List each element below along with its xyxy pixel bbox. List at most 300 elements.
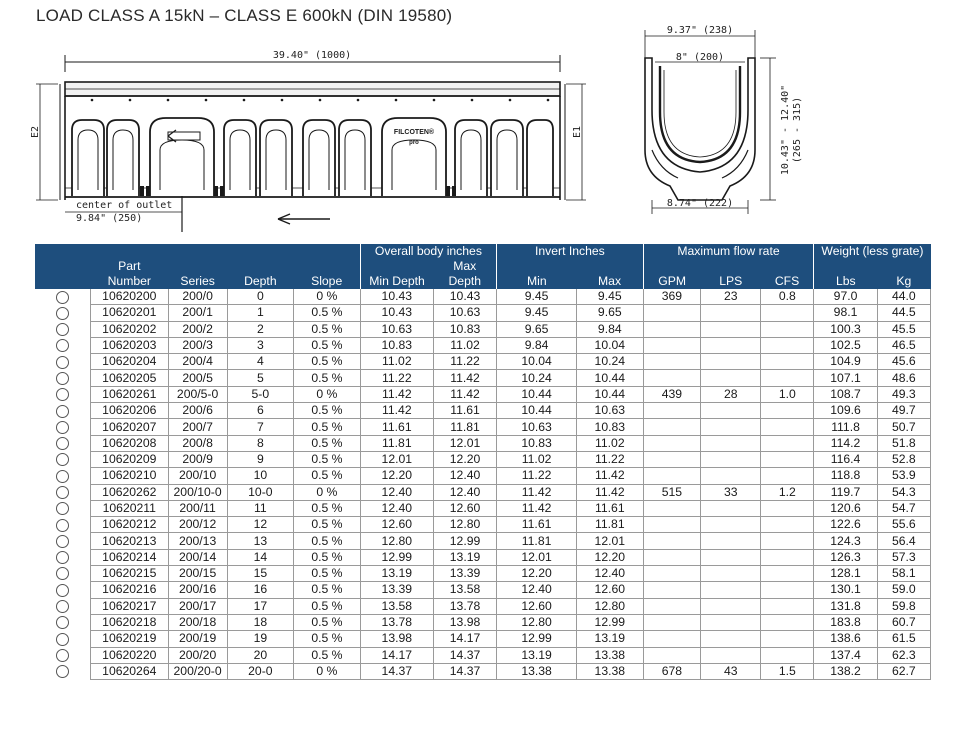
row-select-cell <box>35 321 90 337</box>
gpm-cell <box>643 631 701 647</box>
table-row <box>35 517 931 533</box>
gpm-cell <box>643 517 701 533</box>
row-select-radio[interactable] <box>56 356 69 369</box>
invert-max-header: Max <box>577 274 644 289</box>
gpm-cell <box>643 500 701 516</box>
weight-lbs-cell: 114.2 <box>814 435 877 451</box>
max-depth-cell: 13.39 <box>433 566 496 582</box>
row-select-radio[interactable] <box>56 388 69 401</box>
gpm-cell: 515 <box>643 484 701 500</box>
gpm-cell <box>643 549 701 565</box>
row-select-radio[interactable] <box>56 291 69 304</box>
row-select-radio[interactable] <box>56 437 69 450</box>
height-range-inches: 10.43" - 12.40" <box>780 84 791 176</box>
page-title: LOAD CLASS A 15kN – CLASS E 600kN (DIN 19580) <box>36 6 453 25</box>
part-number-cell: 10620261 <box>90 386 168 402</box>
weight-lbs-cell: 109.6 <box>814 403 877 419</box>
lps-cell: 23 <box>701 289 761 305</box>
cfs-cell <box>761 517 814 533</box>
series-cell: 200/11 <box>168 500 227 516</box>
cfs-header: CFS <box>761 274 814 289</box>
gpm-cell <box>643 468 701 484</box>
weight-kg-cell: 51.8 <box>877 435 930 451</box>
cfs-cell <box>761 631 814 647</box>
invert-min-cell: 9.84 <box>497 337 577 353</box>
cfs-cell <box>761 500 814 516</box>
max-depth-cell: 11.22 <box>433 354 496 370</box>
row-select-cell <box>35 614 90 630</box>
weight-lbs-cell: 128.1 <box>814 566 877 582</box>
series-cell: 200/20-0 <box>168 663 227 679</box>
slope-cell: 0.5 % <box>294 451 361 467</box>
max-depth-cell: 11.02 <box>433 337 496 353</box>
series-cell: 200/15 <box>168 566 227 582</box>
invert-min-cell: 12.99 <box>497 631 577 647</box>
depth-header: Depth <box>227 274 294 289</box>
lps-cell <box>701 533 761 549</box>
specification-table <box>35 244 931 680</box>
weight-lbs-cell: 126.3 <box>814 549 877 565</box>
cfs-cell <box>761 468 814 484</box>
series-cell: 200/10-0 <box>168 484 227 500</box>
min-depth-cell: 13.19 <box>360 566 433 582</box>
cfs-cell <box>761 533 814 549</box>
invert-max-cell: 9.84 <box>577 321 644 337</box>
gpm-cell <box>643 582 701 598</box>
min-depth-cell: 11.22 <box>360 370 433 386</box>
part-number-cell: 10620264 <box>90 663 168 679</box>
weight-lbs-cell: 119.7 <box>814 484 877 500</box>
slope-cell: 0 % <box>294 663 361 679</box>
part-number-header: Number <box>90 274 168 289</box>
slope-cell: 0.5 % <box>294 598 361 614</box>
lps-cell: 43 <box>701 663 761 679</box>
lps-cell <box>701 598 761 614</box>
depth-cell: 16 <box>227 582 294 598</box>
lps-cell <box>701 321 761 337</box>
row-select-radio[interactable] <box>56 453 69 466</box>
min-depth-cell: 13.98 <box>360 631 433 647</box>
slope-cell: 0.5 % <box>294 500 361 516</box>
table-row <box>35 566 931 582</box>
depth-cell: 20 <box>227 647 294 663</box>
row-select-radio[interactable] <box>56 665 69 678</box>
lps-cell <box>701 647 761 663</box>
series-cell: 200/17 <box>168 598 227 614</box>
invert-min-cell: 12.40 <box>497 582 577 598</box>
cfs-cell <box>761 647 814 663</box>
depth-cell: 11 <box>227 500 294 516</box>
invert-min-cell: 13.38 <box>497 663 577 679</box>
weight-lbs-cell: 183.8 <box>814 614 877 630</box>
lps-cell <box>701 419 761 435</box>
lbs-header: Lbs <box>814 274 877 289</box>
invert-max-cell: 11.81 <box>577 517 644 533</box>
cfs-cell <box>761 582 814 598</box>
weight-kg-cell: 58.1 <box>877 566 930 582</box>
min-depth-cell: 14.37 <box>360 663 433 679</box>
row-select-cell <box>35 647 90 663</box>
series-cell: 200/2 <box>168 321 227 337</box>
slope-cell: 0.5 % <box>294 305 361 321</box>
row-select-radio[interactable] <box>56 551 69 564</box>
weight-lbs-cell: 130.1 <box>814 582 877 598</box>
invert-max-cell: 11.42 <box>577 484 644 500</box>
table-row <box>35 403 931 419</box>
gpm-header: GPM <box>643 274 701 289</box>
weight-kg-cell: 56.4 <box>877 533 930 549</box>
slope-cell: 0.5 % <box>294 321 361 337</box>
max-depth-cell: 12.60 <box>433 500 496 516</box>
inner-width-dimension: 8" (200) <box>675 52 725 63</box>
series-header: Series <box>168 274 227 289</box>
row-select-cell <box>35 370 90 386</box>
lps-cell <box>701 549 761 565</box>
table-row <box>35 614 931 630</box>
invert-max-cell: 11.02 <box>577 435 644 451</box>
series-cell: 200/0 <box>168 289 227 305</box>
invert-max-cell: 10.24 <box>577 354 644 370</box>
invert-max-cell: 10.44 <box>577 370 644 386</box>
max-depth-cell: 11.42 <box>433 370 496 386</box>
lps-cell <box>701 435 761 451</box>
invert-min-cell: 12.60 <box>497 598 577 614</box>
invert-max-cell: 12.99 <box>577 614 644 630</box>
part-number-cell: 10620217 <box>90 598 168 614</box>
gpm-cell: 439 <box>643 386 701 402</box>
cfs-cell <box>761 321 814 337</box>
row-select-cell <box>35 403 90 419</box>
part-number-cell: 10620207 <box>90 419 168 435</box>
max-depth-cell: 13.78 <box>433 598 496 614</box>
weight-lbs-cell: 107.1 <box>814 370 877 386</box>
invert-min-cell: 10.04 <box>497 354 577 370</box>
weight-kg-cell: 54.3 <box>877 484 930 500</box>
slope-cell: 0.5 % <box>294 435 361 451</box>
lps-header: LPS <box>701 274 761 289</box>
depth-cell: 2 <box>227 321 294 337</box>
max-depth-cell: 14.37 <box>433 647 496 663</box>
bottom-width-dimension: 8.74" (222) <box>666 198 734 209</box>
weight-kg-cell: 54.7 <box>877 500 930 516</box>
max-depth-cell: 14.37 <box>433 663 496 679</box>
cfs-cell <box>761 370 814 386</box>
depth-cell: 5 <box>227 370 294 386</box>
max-depth-cell: 10.83 <box>433 321 496 337</box>
series-cell: 200/4 <box>168 354 227 370</box>
max-depth-cell: 10.63 <box>433 305 496 321</box>
min-depth-cell: 12.40 <box>360 500 433 516</box>
depth-cell: 15 <box>227 566 294 582</box>
part-number-cell: 10620200 <box>90 289 168 305</box>
gpm-cell <box>643 647 701 663</box>
cfs-cell <box>761 337 814 353</box>
cfs-cell <box>761 354 814 370</box>
row-select-radio[interactable] <box>56 323 69 336</box>
depth-cell: 18 <box>227 614 294 630</box>
invert-min-cell: 10.24 <box>497 370 577 386</box>
lps-cell: 33 <box>701 484 761 500</box>
flow-rate-header: Maximum flow rate <box>643 244 814 259</box>
height-range-mm: (265 - 315) <box>792 96 803 164</box>
row-select-cell <box>35 354 90 370</box>
weight-lbs-cell: 111.8 <box>814 419 877 435</box>
cfs-cell: 1.5 <box>761 663 814 679</box>
part-number-cell: 10620205 <box>90 370 168 386</box>
table-row <box>35 305 931 321</box>
max-depth-cell: 12.01 <box>433 435 496 451</box>
weight-header: Weight (less grate) <box>814 244 931 259</box>
part-number-cell: 10620202 <box>90 321 168 337</box>
lps-cell <box>701 582 761 598</box>
row-select-radio[interactable] <box>56 405 69 418</box>
slope-cell: 0.5 % <box>294 631 361 647</box>
row-select-cell <box>35 451 90 467</box>
length-dimension: 39.40" (1000) <box>272 50 352 61</box>
weight-lbs-cell: 118.8 <box>814 468 877 484</box>
weight-kg-cell: 49.3 <box>877 386 930 402</box>
invert-min-cell: 11.42 <box>497 484 577 500</box>
gpm-cell <box>643 305 701 321</box>
depth-cell: 0 <box>227 289 294 305</box>
depth-cell: 10-0 <box>227 484 294 500</box>
gpm-cell <box>643 354 701 370</box>
series-cell: 200/8 <box>168 435 227 451</box>
weight-lbs-cell: 104.9 <box>814 354 877 370</box>
max-depth-cell: 12.40 <box>433 468 496 484</box>
row-select-cell <box>35 663 90 679</box>
invert-header: Invert Inches <box>497 244 643 259</box>
row-select-radio[interactable] <box>56 567 69 580</box>
part-number-cell: 10620208 <box>90 435 168 451</box>
row-select-radio[interactable] <box>56 535 69 548</box>
outlet-center-label: center of outlet <box>76 200 173 211</box>
min-depth-cell: 10.83 <box>360 337 433 353</box>
weight-lbs-cell: 120.6 <box>814 500 877 516</box>
weight-kg-cell: 55.6 <box>877 517 930 533</box>
min-depth-header: Min Depth <box>360 274 433 289</box>
max-depth-cell: 13.58 <box>433 582 496 598</box>
invert-min-header: Min <box>497 274 577 289</box>
weight-kg-cell: 44.5 <box>877 305 930 321</box>
weight-kg-cell: 44.0 <box>877 289 930 305</box>
row-select-radio[interactable] <box>56 421 69 434</box>
table-row <box>35 289 931 305</box>
gpm-cell <box>643 598 701 614</box>
invert-min-cell: 11.22 <box>497 468 577 484</box>
depth-cell: 19 <box>227 631 294 647</box>
slope-cell: 0.5 % <box>294 533 361 549</box>
series-cell: 200/13 <box>168 533 227 549</box>
row-select-radio[interactable] <box>56 584 69 597</box>
slope-cell: 0.5 % <box>294 468 361 484</box>
cfs-cell <box>761 305 814 321</box>
invert-max-cell: 13.38 <box>577 647 644 663</box>
row-select-radio[interactable] <box>56 372 69 385</box>
table-row <box>35 582 931 598</box>
gpm-cell <box>643 435 701 451</box>
weight-kg-cell: 53.9 <box>877 468 930 484</box>
lps-cell <box>701 500 761 516</box>
slope-cell: 0.5 % <box>294 403 361 419</box>
gpm-cell <box>643 337 701 353</box>
min-depth-cell: 12.20 <box>360 468 433 484</box>
gpm-cell <box>643 403 701 419</box>
max-header-top: Max <box>433 259 496 274</box>
top-width-dimension: 9.37" (238) <box>666 25 734 36</box>
part-number-cell: 10620201 <box>90 305 168 321</box>
row-select-cell <box>35 468 90 484</box>
lps-cell <box>701 517 761 533</box>
row-select-radio[interactable] <box>56 633 69 646</box>
cfs-cell: 0.8 <box>761 289 814 305</box>
max-depth-cell: 12.20 <box>433 451 496 467</box>
min-depth-cell: 11.81 <box>360 435 433 451</box>
slope-cell: 0.5 % <box>294 419 361 435</box>
min-depth-cell: 13.58 <box>360 598 433 614</box>
series-cell: 200/3 <box>168 337 227 353</box>
row-select-radio[interactable] <box>56 470 69 483</box>
invert-max-cell: 11.61 <box>577 500 644 516</box>
max-depth-cell: 11.81 <box>433 419 496 435</box>
cfs-cell <box>761 451 814 467</box>
part-number-cell: 10620214 <box>90 549 168 565</box>
series-cell: 200/14 <box>168 549 227 565</box>
row-select-radio[interactable] <box>56 502 69 515</box>
slope-header: Slope <box>294 274 361 289</box>
slope-cell: 0.5 % <box>294 517 361 533</box>
depth-cell: 1 <box>227 305 294 321</box>
brand-sub: pro <box>409 140 419 146</box>
max-depth-cell: 12.99 <box>433 533 496 549</box>
part-number-cell: 10620204 <box>90 354 168 370</box>
max-depth-cell: 14.17 <box>433 631 496 647</box>
lps-cell <box>701 631 761 647</box>
table-row <box>35 419 931 435</box>
invert-max-cell: 11.22 <box>577 451 644 467</box>
row-select-cell <box>35 419 90 435</box>
invert-max-cell: 10.04 <box>577 337 644 353</box>
invert-min-cell: 9.45 <box>497 305 577 321</box>
max-depth-header: Depth <box>433 274 496 289</box>
row-select-radio[interactable] <box>56 307 69 320</box>
table-row <box>35 549 931 565</box>
min-depth-cell: 10.63 <box>360 321 433 337</box>
part-number-cell: 10620262 <box>90 484 168 500</box>
table-row <box>35 663 931 679</box>
row-select-radio[interactable] <box>56 519 69 532</box>
table-row <box>35 354 931 370</box>
table-row <box>35 451 931 467</box>
weight-lbs-cell: 137.4 <box>814 647 877 663</box>
depth-cell: 14 <box>227 549 294 565</box>
part-number-cell: 10620206 <box>90 403 168 419</box>
gpm-cell <box>643 533 701 549</box>
invert-min-cell: 10.44 <box>497 403 577 419</box>
gpm-cell <box>643 451 701 467</box>
weight-kg-cell: 52.8 <box>877 451 930 467</box>
cfs-cell <box>761 549 814 565</box>
slope-cell: 0.5 % <box>294 337 361 353</box>
row-select-radio[interactable] <box>56 339 69 352</box>
slope-cell: 0.5 % <box>294 614 361 630</box>
min-depth-cell: 10.43 <box>360 289 433 305</box>
row-select-radio[interactable] <box>56 486 69 499</box>
invert-max-cell: 12.60 <box>577 582 644 598</box>
invert-max-cell: 11.42 <box>577 468 644 484</box>
gpm-cell <box>643 419 701 435</box>
weight-kg-cell: 59.8 <box>877 598 930 614</box>
slope-cell: 0.5 % <box>294 647 361 663</box>
cfs-cell <box>761 598 814 614</box>
row-select-cell <box>35 305 90 321</box>
gpm-cell <box>643 370 701 386</box>
table-row <box>35 533 931 549</box>
row-select-cell <box>35 500 90 516</box>
row-select-cell <box>35 533 90 549</box>
series-cell: 200/5-0 <box>168 386 227 402</box>
series-cell: 200/16 <box>168 582 227 598</box>
invert-min-cell: 11.42 <box>497 500 577 516</box>
weight-kg-cell: 60.7 <box>877 614 930 630</box>
invert-min-cell: 12.80 <box>497 614 577 630</box>
weight-lbs-cell: 131.8 <box>814 598 877 614</box>
part-number-cell: 10620210 <box>90 468 168 484</box>
slope-cell: 0 % <box>294 386 361 402</box>
table-row <box>35 321 931 337</box>
row-select-cell <box>35 337 90 353</box>
row-select-radio[interactable] <box>56 600 69 613</box>
max-depth-cell: 10.43 <box>433 289 496 305</box>
max-depth-cell: 13.98 <box>433 614 496 630</box>
invert-max-cell: 12.01 <box>577 533 644 549</box>
weight-kg-cell: 49.7 <box>877 403 930 419</box>
max-depth-cell: 11.42 <box>433 386 496 402</box>
table-row <box>35 337 931 353</box>
lps-cell <box>701 337 761 353</box>
invert-min-cell: 11.02 <box>497 451 577 467</box>
slope-cell: 0 % <box>294 484 361 500</box>
weight-kg-cell: 46.5 <box>877 337 930 353</box>
depth-cell: 3 <box>227 337 294 353</box>
weight-kg-cell: 45.6 <box>877 354 930 370</box>
series-cell: 200/5 <box>168 370 227 386</box>
cfs-cell <box>761 614 814 630</box>
depth-cell: 6 <box>227 403 294 419</box>
depth-cell: 20-0 <box>227 663 294 679</box>
max-depth-cell: 12.40 <box>433 484 496 500</box>
row-select-radio[interactable] <box>56 649 69 662</box>
series-cell: 200/6 <box>168 403 227 419</box>
min-depth-cell: 11.42 <box>360 386 433 402</box>
invert-min-cell: 13.19 <box>497 647 577 663</box>
min-depth-cell: 14.17 <box>360 647 433 663</box>
table-row <box>35 500 931 516</box>
cfs-cell: 1.2 <box>761 484 814 500</box>
weight-lbs-cell: 100.3 <box>814 321 877 337</box>
invert-max-cell: 9.65 <box>577 305 644 321</box>
series-cell: 200/18 <box>168 614 227 630</box>
weight-lbs-cell: 116.4 <box>814 451 877 467</box>
kg-header: Kg <box>877 274 930 289</box>
table-header <box>35 244 931 289</box>
weight-kg-cell: 62.3 <box>877 647 930 663</box>
row-select-cell <box>35 566 90 582</box>
depth-cell: 17 <box>227 598 294 614</box>
gpm-cell <box>643 566 701 582</box>
weight-kg-cell: 57.3 <box>877 549 930 565</box>
row-select-radio[interactable] <box>56 616 69 629</box>
